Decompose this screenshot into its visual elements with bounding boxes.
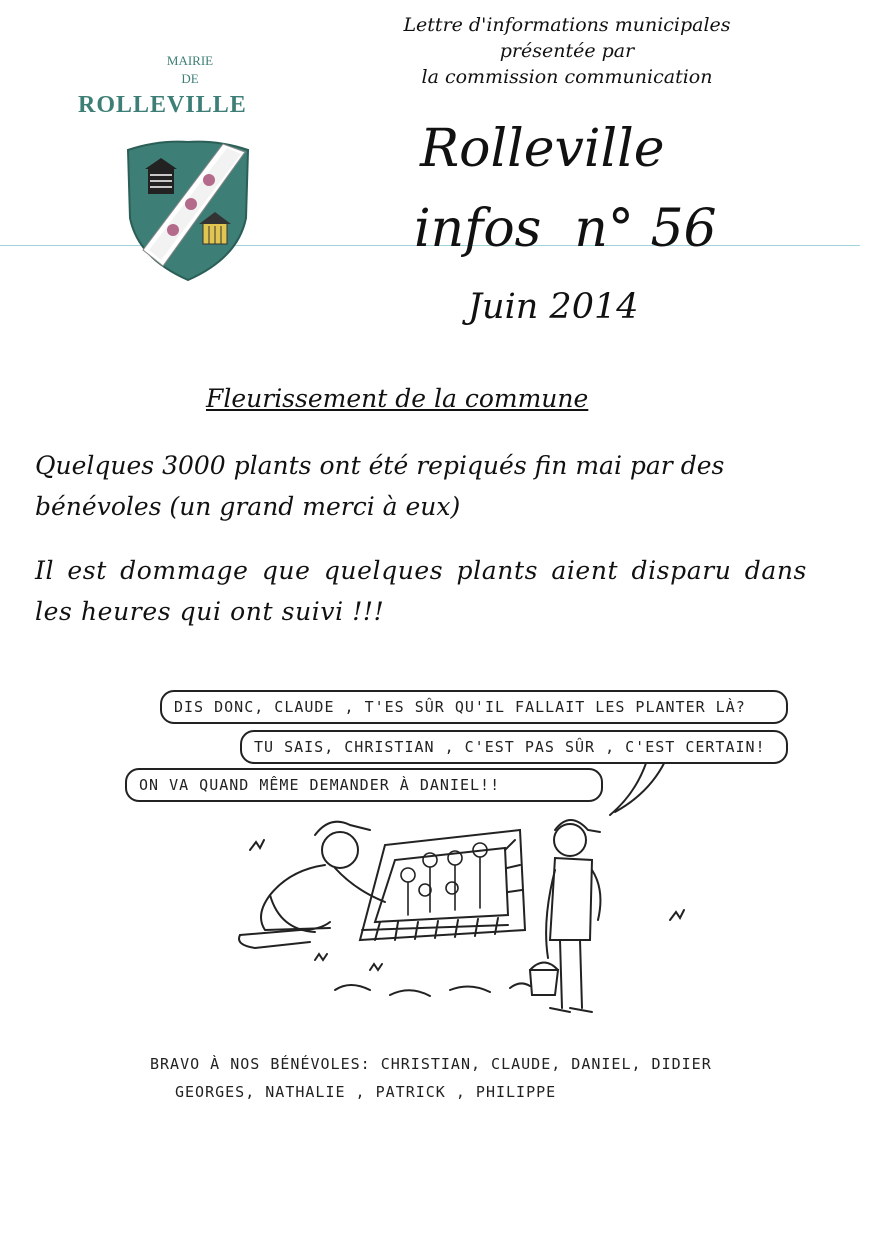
cartoon-caption: [150, 1050, 810, 1106]
speech-bubble-2: TU SAIS, CHRISTIAN , C'EST PAS SÛR , C'EST CERTAIN!: [240, 730, 788, 764]
newsletter-subtitle: [372, 12, 762, 90]
article-heading: Fleurissement de la commune: [206, 384, 589, 413]
article-paragraph-1: Quelques 3000 plants ont été repiqués fin mai par des bénévoles (un grand merci à eux): [35, 451, 725, 521]
speech-bubble-3: ON VA QUAND MÊME DEMANDER À DANIEL!!: [125, 768, 603, 802]
issue-number: infos n° 56: [414, 199, 717, 259]
caption-line-2: GEORGES, NATHALIE , PATRICK , PHILIPPE: [175, 1083, 557, 1101]
town-logo-text: ROLLEVILLE: [78, 92, 247, 118]
article-paragraph-2: Il est dommage que quelques plants aient disparu dans les heures qui ont suivi !!!: [35, 556, 807, 626]
mairie-label: [130, 52, 250, 88]
mairie-line-1: MAIRIE: [166, 53, 214, 68]
mairie-line-2: DE: [181, 71, 199, 86]
coat-of-arms-icon: [123, 138, 253, 283]
speech-bubble-1: DIS DONC, CLAUDE , T'ES SÛR QU'IL FALLAIT LES PLANTER LÀ?: [160, 690, 788, 724]
subtitle-line-2: présentée par: [499, 40, 635, 62]
caption-line-1: BRAVO À NOS BÉNÉVOLES: CHRISTIAN, CLAUDE, DANIEL, DIDIER: [150, 1055, 712, 1073]
newsletter-title: Rolleville: [420, 119, 665, 179]
issue-date: Juin 2014: [468, 287, 639, 327]
subtitle-line-3: la commission communication: [421, 66, 713, 88]
subtitle-line-1: Lettre d'informations municipales: [403, 14, 731, 36]
